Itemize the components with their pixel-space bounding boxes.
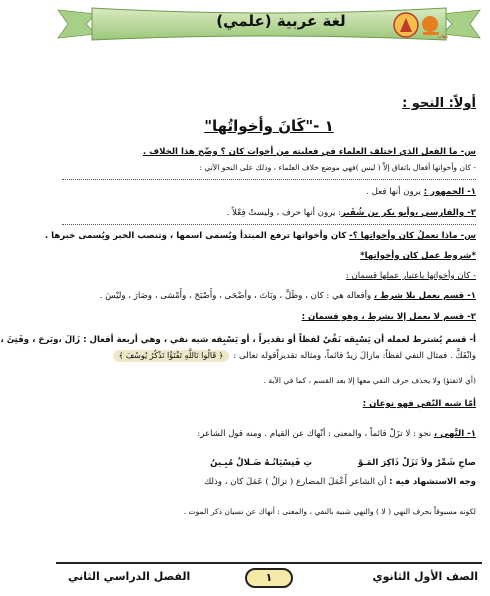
division-line xyxy=(62,270,476,282)
nahi-label: ١- النَّهي ، xyxy=(433,429,476,439)
page-number: ١ xyxy=(245,568,293,588)
divider xyxy=(62,224,476,225)
answer-2-label: ٢- والفارسي ،وأبو بكر بن شُقَير xyxy=(341,208,476,218)
nahi-text: نحو : لا تزَلْ قائماً ، والمعنى : أنْهاك عن القيام . ومنه قول الشاعر: xyxy=(197,429,432,439)
quran-verse: ﴿ قَالُوا تَاللَّهِ تَفْتَؤُا تَذْكُرُ يُوسُفَ ﴾ xyxy=(113,350,230,362)
answer-1-text: يرون أنها فعل . xyxy=(366,187,421,197)
evidence-text: أن الشاعر أَعْمَلَ المضارع ( تزالُ ) عَمَلَ كان ، وذلك xyxy=(204,477,387,487)
term-label: الفصل الدراسي الثاني xyxy=(68,570,191,583)
section-a-def xyxy=(0,334,476,346)
divider xyxy=(62,179,476,180)
question-1-text: س- ما الفعل الذي اختلف العلماء في فعليته من أخوات كان ؟ وضّح هذا الخلاف . xyxy=(142,147,476,157)
section-a-def-2-text: وانْفَكَّ . فمثال النفي لفظاً: مازالَ زيدٌ قائماً، ومثاله تقديراًقوله تعالى : xyxy=(233,351,476,361)
lesson-title-text: ١ -"كَانَ وأخواتُها" xyxy=(204,117,334,135)
question-2-answer: كان وأخواتها ترفع المبتدأ ويُسمى اسمها ، وتنصب الخبر ويُسمى خبرها . xyxy=(44,231,347,241)
evidence-end: لكونه مسبوقاً بحرف النهي ( لا ) والنهي شبيه بالنفي ، والمعنى : أنهاك عن نسيان ذكر الموت . xyxy=(183,507,476,516)
conditions-title-text: *شروط عمل كان وأخواتها* xyxy=(360,251,476,261)
question-2 xyxy=(44,230,476,242)
answer-2-text: : يرون أنها حرف ، وليستْ فِعْلاً . xyxy=(226,208,342,218)
answer-1-label: ١- الجمهور : xyxy=(423,187,476,197)
question-1-intro: - كان وأخواتها أفعال باتفاق إلاَّ ( ليس )فهي موضع خلاف العلماء ، وذلك على النحو الآتي : xyxy=(199,163,476,172)
section-title: أولاً: النحو : xyxy=(402,96,476,111)
school-logo xyxy=(390,10,448,40)
lesson-title xyxy=(48,117,490,135)
division-1-label: ١- قسم يعمل بلا شرط ، xyxy=(373,291,476,301)
grade-label: الصف الأول الثانوي xyxy=(372,570,478,583)
verse-first-half: صاحِ شَمِّرْ ولاَ تَزَلْ ذَاكِرَ المَـوْ xyxy=(358,458,476,468)
evidence-line xyxy=(62,476,476,488)
evidence-label: وجه الاستشهاد فيه : xyxy=(389,477,476,487)
division-1-text: وأفعاله هي : كان ، وظَلَّ ، وبَاتَ ، وأضْحَى ، وأَصْبَحَ ، وأَمْسَى ، وصَارَ ، وليْسَ . xyxy=(99,291,372,301)
shibh-title-text: أمّا شبه النّفي فهو نوعان : xyxy=(362,399,476,409)
division-2 xyxy=(62,311,476,323)
shibh-title xyxy=(62,398,476,410)
subject-title: لغة عربية (علمي) xyxy=(216,12,346,30)
page-footer xyxy=(56,562,482,590)
conditions-title xyxy=(62,250,476,262)
verse-second-half: تِ فَنِسْيَانُـهُ ضَـلالٌ مُبِـينُ xyxy=(210,458,313,468)
section-a-def-text: أ- قسم يُشترط لعمله أن يَسْبِقه نَفْيٌ لفظاً أو تقديراً ، أو يَسْبِقه شبه نفي ، وهي أربعة أفعال : زَالَ ،وبَرحَ ، وفَتِئَ ، xyxy=(0,335,476,345)
poetry-verse xyxy=(62,457,476,469)
nahi-line xyxy=(62,428,476,440)
division-2-label: ٢- قسم لا يعمل إلا بشرط ، وهو قسمان : xyxy=(301,312,476,322)
division-text: - كان وأخواتها باعتبار عملها قسمان : xyxy=(345,271,476,281)
header-banner xyxy=(56,4,482,44)
division-1 xyxy=(62,290,476,302)
section-a-def-2 xyxy=(62,350,476,362)
answer-1 xyxy=(62,186,476,198)
question-1 xyxy=(62,146,476,158)
logo-caption: ذهاب xyxy=(436,34,448,40)
question-2-label: س- ماذا تعملُ كان وأخواتها ؟- xyxy=(349,231,476,241)
note-line: (أي لاتفتؤ) ولا يحذف حرف النفي معها إلا بعد القسم ، كما في الآية . xyxy=(263,376,476,385)
answer-2 xyxy=(62,207,476,219)
